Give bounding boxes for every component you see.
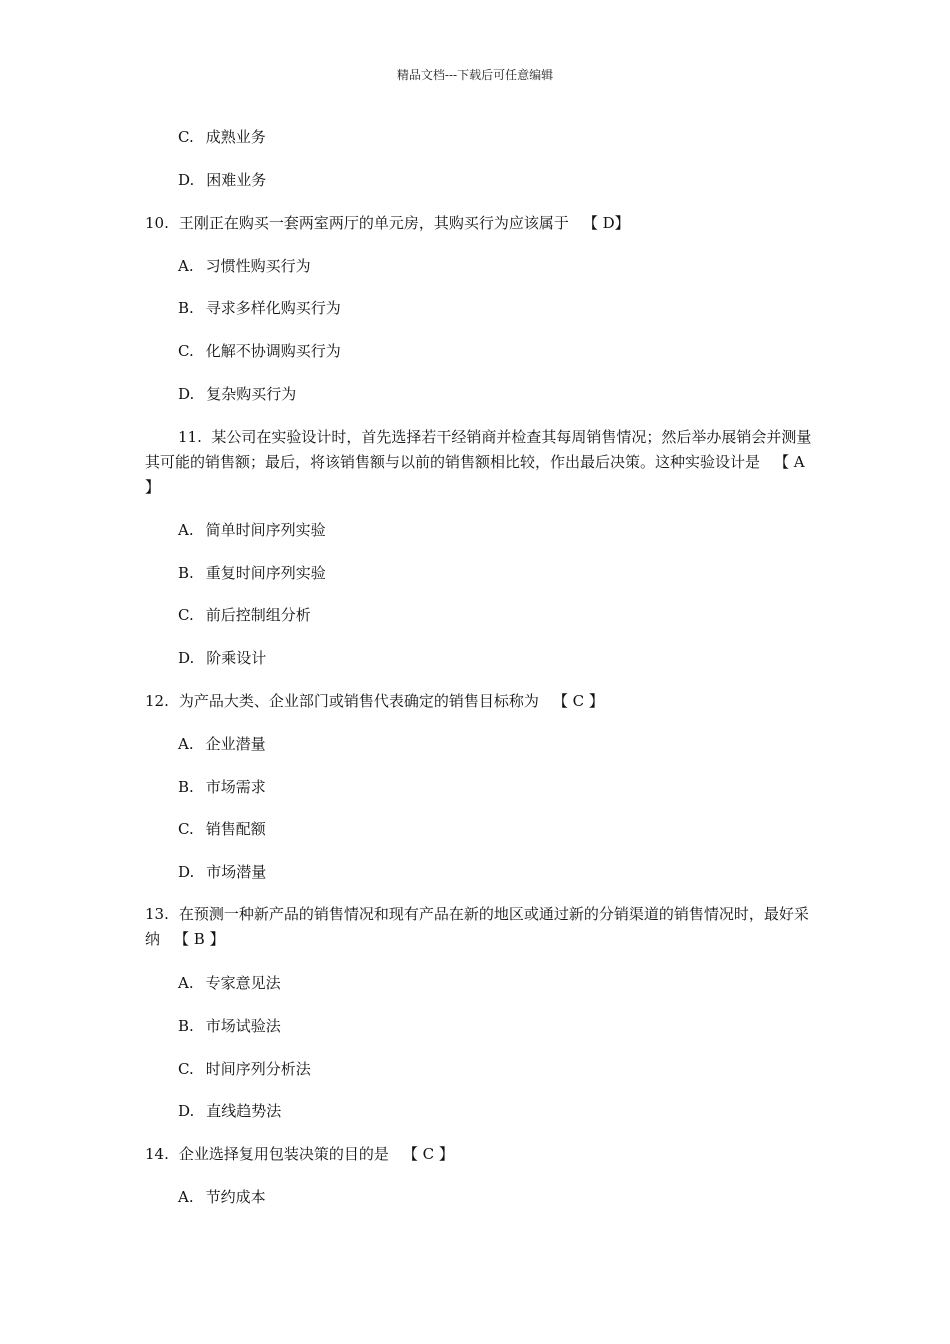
option-line: [178, 862, 266, 882]
option-line: [178, 170, 266, 190]
page-header: 精品文档---下载后可任意编辑: [396, 68, 554, 82]
option-text: 成熟业务: [205, 128, 266, 146]
option-line: [178, 520, 326, 540]
option-text: 简单时间序列实验: [205, 521, 326, 539]
option-line: [178, 341, 341, 361]
question-number: 14.: [145, 1145, 169, 1163]
option-text: 市场潜量: [206, 863, 267, 881]
option-letter: C.: [178, 342, 194, 360]
question-text: 在预测一种新产品的销售情况和现有产品在新的地区或通过新的分销渠道的销售情况时，最好采纳: [145, 905, 809, 948]
option-text: 销售配额: [205, 820, 266, 838]
option-letter: D.: [178, 649, 195, 667]
option-line: [178, 1187, 266, 1207]
question-line: [145, 691, 604, 711]
option-line: [178, 648, 266, 668]
option-letter: D.: [178, 171, 195, 189]
option-line: [178, 819, 266, 839]
option-letter: B.: [178, 1017, 194, 1035]
option-letter: D.: [178, 863, 195, 881]
option-text: 化解不协调购买行为: [205, 342, 341, 360]
question-line: [145, 213, 630, 233]
option-line: [178, 384, 296, 404]
option-text: 寻求多样化购买行为: [205, 299, 341, 317]
option-text: 阶乘设计: [206, 649, 267, 667]
option-letter: D.: [178, 385, 195, 403]
option-letter: D.: [178, 1102, 195, 1120]
question-text: 王刚正在购买一套两室两厅的单元房，其购买行为应该属于: [178, 214, 569, 232]
option-text: 重复时间序列实验: [205, 564, 326, 582]
option-letter: A.: [178, 1188, 194, 1206]
option-text: 时间序列分析法: [205, 1060, 311, 1078]
option-text: 市场试验法: [205, 1017, 281, 1035]
option-line: [178, 1059, 311, 1079]
question-text: 为产品大类、企业部门或销售代表确定的销售目标称为: [178, 692, 539, 710]
option-line: [178, 973, 281, 993]
option-letter: B.: [178, 564, 194, 582]
option-letter: C.: [178, 128, 194, 146]
option-line: [178, 1016, 281, 1036]
option-letter: B.: [178, 299, 194, 317]
option-letter: C.: [178, 1060, 194, 1078]
option-letter: A.: [178, 521, 194, 539]
answer-bracket: 【 C 】: [552, 692, 604, 710]
question-text: 企业选择复用包装决策的目的是: [178, 1145, 389, 1163]
question-paragraph: [145, 902, 815, 952]
question-number: 10.: [145, 214, 169, 232]
option-line: [178, 298, 341, 318]
option-text: 前后控制组分析: [205, 606, 311, 624]
option-letter: B.: [178, 778, 194, 796]
option-text: 市场需求: [205, 778, 266, 796]
option-text: 企业潜量: [205, 735, 266, 753]
option-line: [178, 734, 266, 754]
question-number: 12.: [145, 692, 169, 710]
option-text: 习惯性购买行为: [205, 257, 311, 275]
option-letter: A.: [178, 257, 194, 275]
question-number: 13.: [145, 905, 169, 923]
answer-bracket: 【 A 】: [145, 453, 805, 496]
option-text: 困难业务: [206, 171, 267, 189]
option-letter: C.: [178, 820, 194, 838]
question-line: [145, 1144, 454, 1164]
option-line: [178, 256, 311, 276]
option-letter: A.: [178, 974, 194, 992]
option-line: [178, 563, 326, 583]
option-line: [178, 777, 266, 797]
option-text: 直线趋势法: [206, 1102, 282, 1120]
option-line: [178, 1101, 281, 1121]
option-letter: A.: [178, 735, 194, 753]
option-line: [178, 127, 266, 147]
answer-bracket: 【 C 】: [402, 1145, 454, 1163]
option-line: [178, 605, 311, 625]
option-letter: C.: [178, 606, 194, 624]
question-number: 11.: [178, 428, 202, 446]
option-text: 专家意见法: [205, 974, 281, 992]
question-paragraph: [145, 425, 815, 500]
answer-bracket: 【 B 】: [174, 930, 225, 948]
answer-bracket: 【 D】: [582, 214, 630, 232]
question-text: 某公司在实验设计时，首先选择若干经销商并检查其每周销售情况；然后举办展销会并测量其可能的销售额；最后，将该销售额与以前的销售额相比较，作出最后决策。这种实验设计是: [145, 428, 812, 471]
option-text: 复杂购买行为: [206, 385, 297, 403]
option-text: 节约成本: [205, 1188, 266, 1206]
